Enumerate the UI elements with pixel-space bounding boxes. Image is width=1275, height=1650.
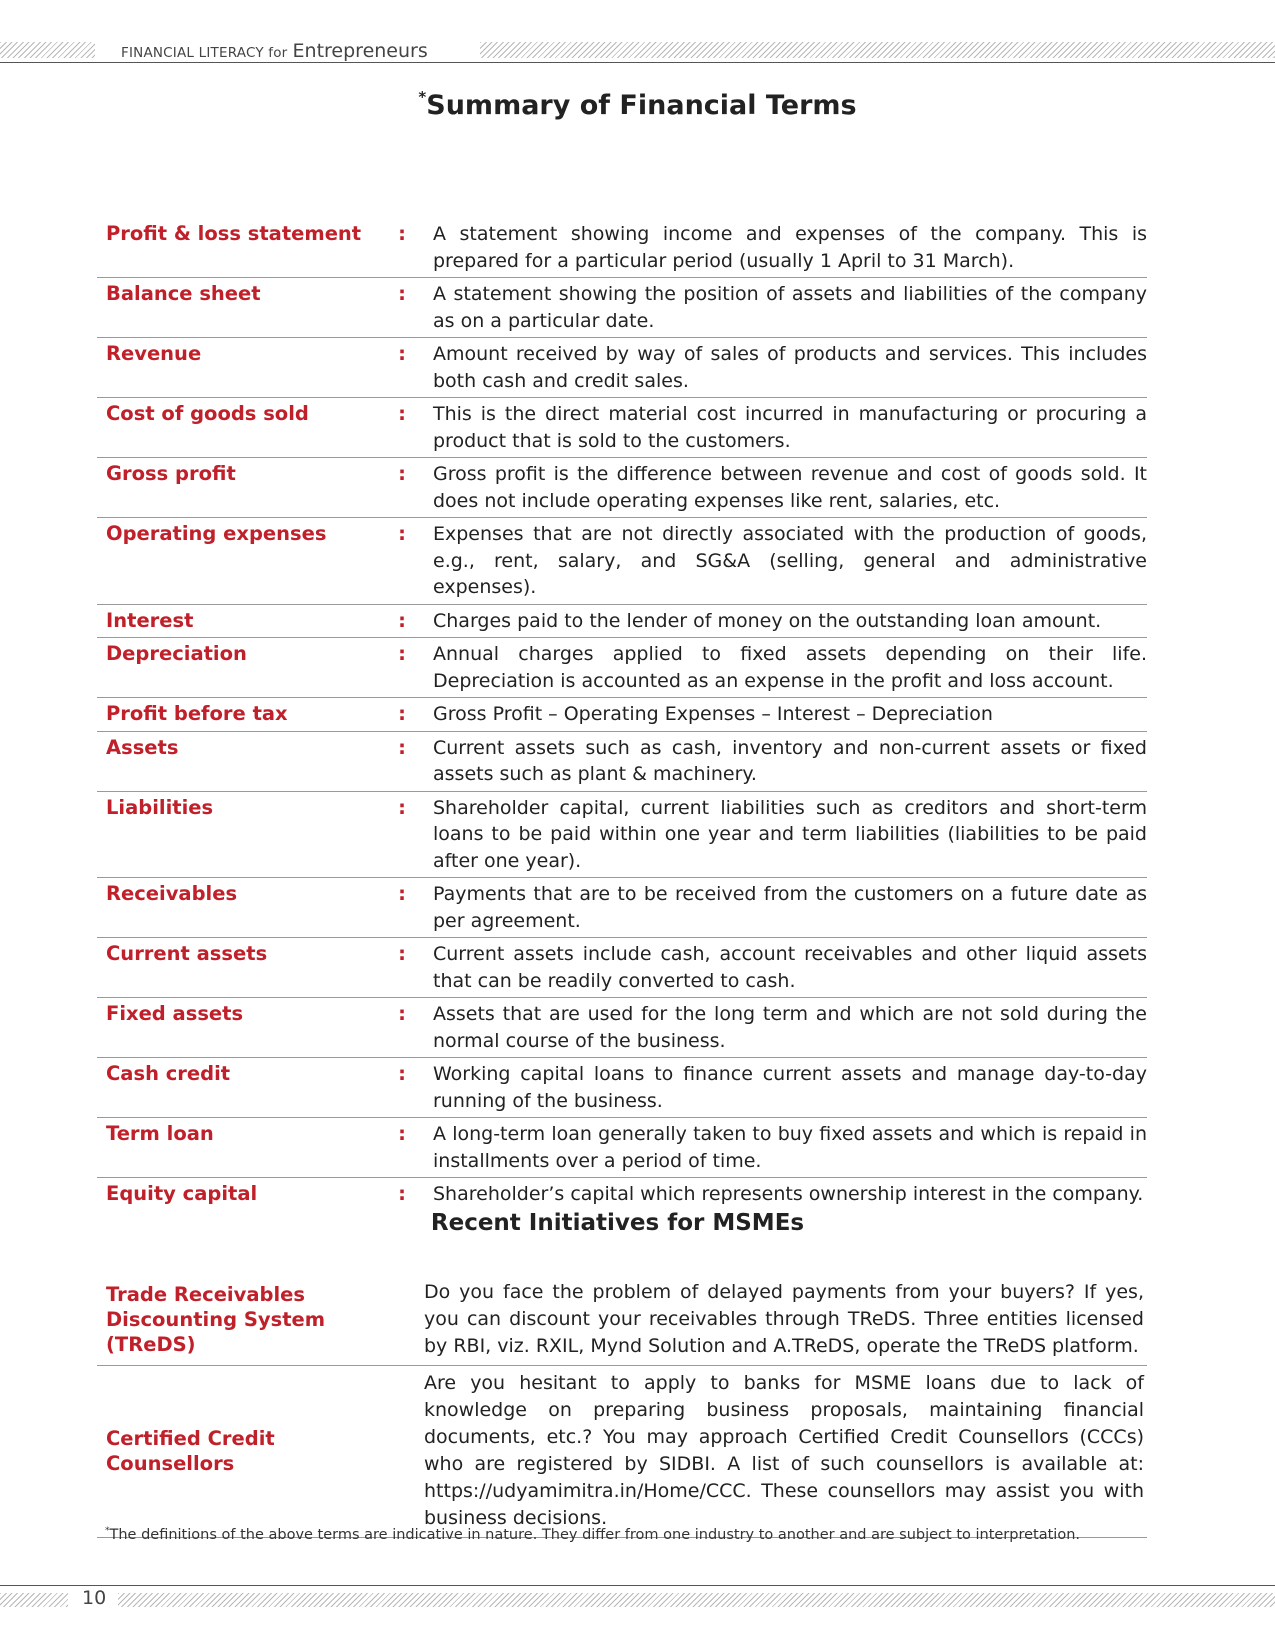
table-row bbox=[97, 398, 1147, 458]
term-label: Fixed assets bbox=[106, 1002, 244, 1025]
term-definition: A long-term loan generally taken to buy fixed assets and which is repaid in installments over a period of time. bbox=[433, 1123, 1147, 1172]
financial-terms-table bbox=[97, 218, 1147, 1211]
term-separator: : bbox=[398, 702, 406, 725]
footnote-text: The definitions of the above terms are indicative in nature. They differ from one industry to another and are subject to interpretation. bbox=[109, 1526, 1080, 1543]
table-row bbox=[97, 878, 1147, 938]
term-definition: Annual charges applied to fixed assets depending on their life. Depreciation is accounted as an expense in the profit and loss account. bbox=[433, 643, 1147, 692]
term-separator: : bbox=[398, 1122, 406, 1145]
term-label: Cash credit bbox=[106, 1062, 231, 1085]
header-title-small: FINANCIAL LITERACY for bbox=[121, 45, 288, 61]
initiatives-heading bbox=[0, 1210, 1275, 1236]
term-label: Interest bbox=[106, 608, 194, 632]
term-separator: : bbox=[398, 795, 406, 819]
term-separator: : bbox=[398, 222, 406, 245]
term-separator: : bbox=[398, 942, 406, 965]
term-definition: Working capital loans to finance current assets and manage day-to-day running of the business. bbox=[433, 1063, 1147, 1112]
table-row bbox=[97, 605, 1147, 639]
table-row bbox=[97, 1118, 1147, 1178]
page-number: 10 bbox=[82, 1587, 107, 1609]
header-rule bbox=[0, 62, 1275, 63]
term-label: Liabilities bbox=[106, 795, 214, 819]
term-definition: This is the direct material cost incurred in manufacturing or procuring a product that is sold to the customers. bbox=[433, 403, 1147, 452]
table-row bbox=[97, 1366, 1147, 1538]
page-title bbox=[0, 90, 1275, 121]
table-row bbox=[97, 278, 1147, 338]
header-title-big: Entrepreneurs bbox=[292, 40, 428, 62]
term-label: Profit before tax bbox=[106, 702, 288, 725]
term-label: Receivables bbox=[106, 882, 238, 905]
term-definition: Current assets such as cash, inventory and non-current assets or fixed assets such as plant & machinery. bbox=[433, 736, 1147, 785]
initiative-name: Trade Receivables Discounting System (TReDS) bbox=[106, 1283, 326, 1356]
term-definition: A statement showing the position of assets and liabilities of the company as on a particular date. bbox=[433, 283, 1147, 332]
footnote bbox=[105, 1526, 1145, 1543]
running-header bbox=[0, 40, 1275, 64]
footnote-asterisk: * bbox=[105, 1526, 110, 1536]
term-separator: : bbox=[398, 1002, 406, 1025]
footer-hatch-right bbox=[118, 1593, 1275, 1607]
term-separator: : bbox=[398, 522, 406, 545]
term-separator: : bbox=[398, 882, 406, 905]
table-row bbox=[97, 998, 1147, 1058]
initiatives-table bbox=[97, 1275, 1147, 1538]
table-row bbox=[97, 1275, 1147, 1366]
term-definition: Payments that are to be received from the customers on a future date as per agreement. bbox=[433, 883, 1147, 932]
table-row bbox=[97, 218, 1147, 278]
initiative-description: Do you face the problem of delayed payments from your buyers? If yes, you can discount your receivables through TReDS. Three entities licensed by RBI, viz. RXIL, Mynd Solution and A.TReDS, operate the TReDS platform. bbox=[424, 1281, 1144, 1357]
term-definition: Shareholder capital, current liabilities such as creditors and short-term loans to be paid within one year and term liabilities (liabilities to be paid after one year). bbox=[433, 796, 1147, 872]
term-label: Revenue bbox=[106, 342, 202, 365]
term-definition: Gross profit is the difference between revenue and cost of goods sold. It does not include operating expenses like rent, salaries, etc. bbox=[433, 463, 1147, 512]
page-title-text: Summary of Financial Terms bbox=[426, 90, 857, 121]
term-label: Term loan bbox=[106, 1122, 214, 1145]
term-separator: : bbox=[398, 342, 406, 365]
term-label: Depreciation bbox=[106, 642, 247, 665]
term-label: Cost of goods sold bbox=[106, 402, 309, 425]
term-label: Profit & loss statement bbox=[106, 222, 362, 245]
term-label: Current assets bbox=[106, 942, 268, 965]
term-label: Equity capital bbox=[106, 1182, 258, 1205]
term-definition: Amount received by way of sales of products and services. This includes both cash and credit sales. bbox=[433, 343, 1147, 392]
table-row bbox=[97, 638, 1147, 698]
header-hatch-right bbox=[480, 42, 1275, 58]
term-separator: : bbox=[398, 1182, 406, 1205]
term-separator: : bbox=[398, 282, 406, 305]
term-separator: : bbox=[398, 462, 406, 485]
term-definition: Gross Profit – Operating Expenses – Interest – Depreciation bbox=[433, 703, 993, 725]
term-definition: Shareholder’s capital which represents ownership interest in the company. bbox=[433, 1183, 1144, 1205]
running-header-title bbox=[121, 40, 428, 62]
initiative-description: Are you hesitant to apply to banks for MSME loans due to lack of knowledge on preparing business proposals, maintaining financial documents, etc.? You may approach Certified Credit Counsellors (CCCs) who are registered by SIDBI. A list of such counsellors is available at: https://udyamimitra.in/Home/CCC. These counsellors may assist you with business decisions. bbox=[424, 1372, 1144, 1529]
term-definition: Charges paid to the lender of money on the outstanding loan amount. bbox=[433, 609, 1102, 632]
table-row bbox=[97, 698, 1147, 732]
table-row bbox=[97, 1058, 1147, 1118]
term-label: Assets bbox=[106, 735, 179, 759]
footer-rule bbox=[0, 1585, 1275, 1586]
term-separator: : bbox=[398, 608, 406, 632]
term-definition: Expenses that are not directly associated with the production of goods, e.g., rent, salary, and SG&A (selling, general and administrative expenses). bbox=[433, 523, 1147, 598]
table-row bbox=[97, 938, 1147, 998]
table-row bbox=[97, 338, 1147, 398]
table-row bbox=[97, 1178, 1147, 1211]
term-separator: : bbox=[398, 1062, 406, 1085]
table-row bbox=[97, 792, 1147, 879]
term-definition: Current assets include cash, account receivables and other liquid assets that can be readily converted to cash. bbox=[433, 943, 1147, 992]
title-asterisk: * bbox=[418, 88, 427, 106]
term-label: Operating expenses bbox=[106, 522, 327, 545]
table-row bbox=[97, 458, 1147, 518]
term-separator: : bbox=[398, 642, 406, 665]
term-separator: : bbox=[398, 735, 406, 759]
header-hatch-left bbox=[0, 42, 95, 58]
term-definition: Assets that are used for the long term and which are not sold during the normal course of the business. bbox=[433, 1003, 1147, 1052]
footer-hatch-left bbox=[0, 1593, 68, 1607]
term-label: Gross profit bbox=[106, 462, 236, 485]
term-separator: : bbox=[398, 402, 406, 425]
initiative-name: Certified Credit Counsellors bbox=[106, 1427, 275, 1475]
term-definition: A statement showing income and expenses of the company. This is prepared for a particular period (usually 1 April to 31 March). bbox=[433, 223, 1147, 272]
term-label: Balance sheet bbox=[106, 282, 261, 305]
initiatives-heading-text: Recent Initiatives for MSMEs bbox=[430, 1210, 805, 1236]
table-row bbox=[97, 732, 1147, 792]
table-row bbox=[97, 518, 1147, 605]
page-footer bbox=[0, 1585, 1275, 1611]
